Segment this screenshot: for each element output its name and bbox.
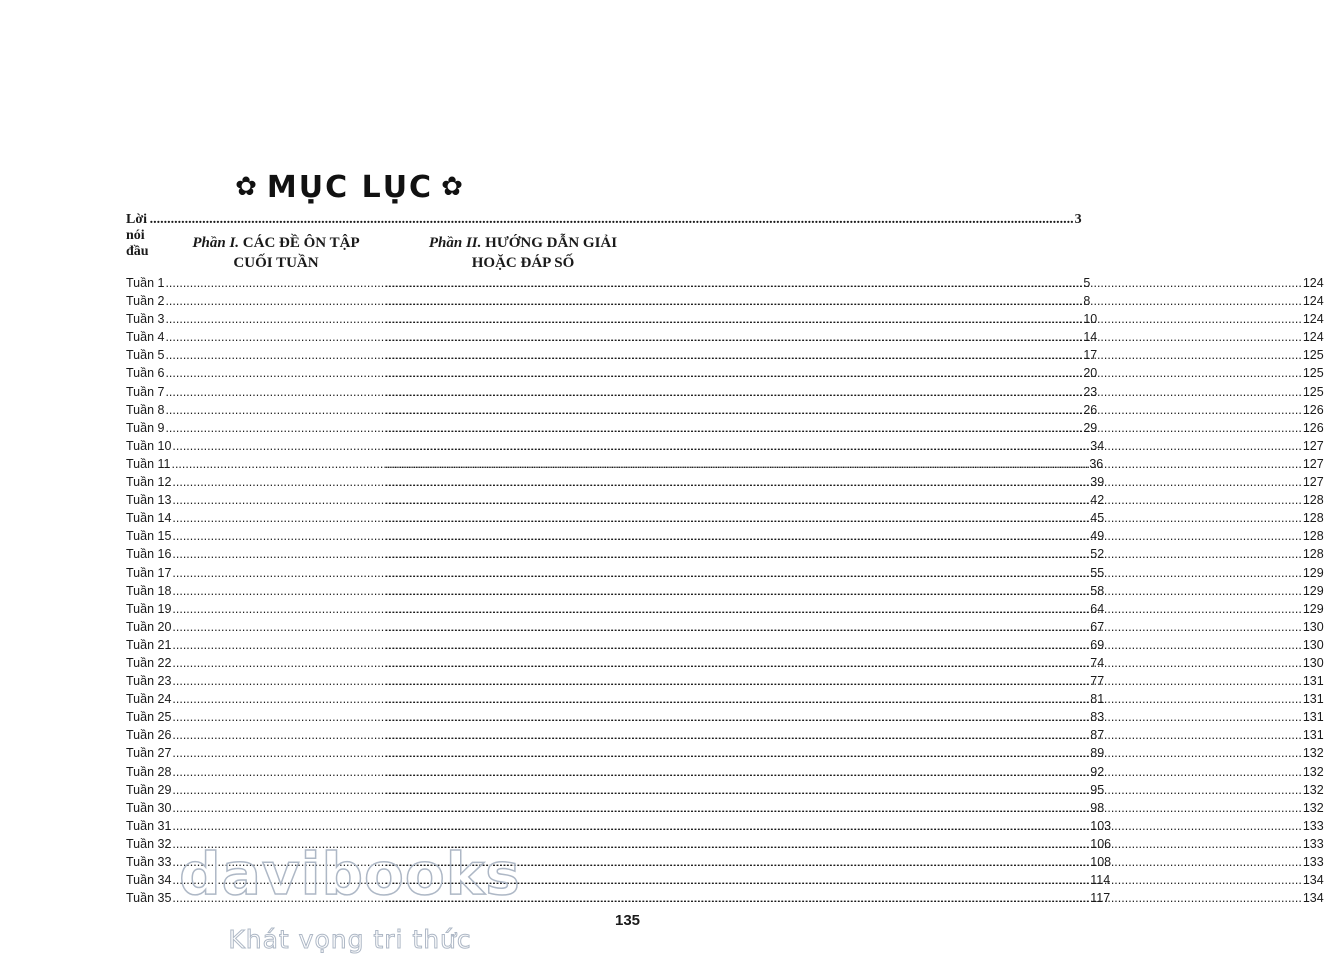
- week-label: Tuần 35: [126, 891, 172, 906]
- part2-page: 132: [1302, 764, 1324, 779]
- part1-entry: [126, 455, 1104, 473]
- toc-row: [126, 636, 1324, 654]
- week-label: Tuần 4: [126, 330, 165, 345]
- part2-entry: [384, 744, 1324, 762]
- week-label: Tuần 14: [126, 511, 172, 526]
- part2-entry: [384, 401, 1324, 419]
- part2-page: 132: [1302, 746, 1324, 761]
- part1-entry: [126, 744, 1105, 762]
- part1-entry: [126, 763, 1105, 781]
- week-label: Tuần 30: [126, 800, 172, 815]
- part1-page: 14: [1083, 330, 1098, 345]
- dot-leader: [385, 473, 1302, 491]
- week-label: Tuần 16: [126, 547, 172, 562]
- part1-heading-line2: CUỐI TUẦN: [233, 255, 319, 271]
- dot-leader: [385, 509, 1302, 527]
- dot-leader: [385, 564, 1302, 582]
- part2-entry: [384, 364, 1324, 382]
- part2-entry: [384, 491, 1324, 509]
- part2-entry: [384, 527, 1324, 545]
- part1-entry: [126, 708, 1105, 726]
- part2-page: 127: [1302, 438, 1324, 453]
- page-number: 135: [615, 912, 641, 929]
- part2-page: 130: [1302, 619, 1324, 634]
- week-label: Tuần 18: [126, 583, 172, 598]
- part1-page: 17: [1083, 348, 1098, 363]
- toc-row: [126, 564, 1324, 582]
- part1-page: 5: [1083, 276, 1091, 290]
- dot-leader: [385, 383, 1302, 401]
- part1-page: 89: [1090, 746, 1105, 761]
- week-label: Tuần 8: [126, 402, 165, 417]
- week-label: Tuần 24: [126, 692, 172, 707]
- toc-row: [126, 437, 1324, 455]
- dot-leader: [385, 654, 1302, 672]
- week-label: Tuần 3: [126, 312, 165, 327]
- week-label: Tuần 22: [126, 655, 172, 670]
- flower-icon: ✿: [441, 172, 465, 202]
- part2-page: 133: [1302, 855, 1324, 869]
- part1-label: Phần I.: [192, 235, 240, 251]
- part1-page: 64: [1090, 601, 1105, 616]
- part1-entry: [126, 527, 1105, 545]
- toc-row: [126, 582, 1324, 600]
- toc-row: [126, 744, 1324, 762]
- toc-row: [126, 690, 1324, 708]
- part2-page: 129: [1302, 565, 1324, 580]
- week-label: Tuần 2: [126, 294, 165, 309]
- week-label: Tuần 15: [126, 529, 172, 544]
- part2-page: 129: [1302, 601, 1324, 616]
- part2-page: 128: [1302, 511, 1324, 526]
- part2-entry: [384, 473, 1324, 491]
- part1-page: 67: [1090, 619, 1105, 634]
- week-label: Tuần 17: [126, 565, 172, 580]
- part2-entry: [384, 726, 1324, 744]
- part1-page: 74: [1090, 655, 1105, 670]
- part2-entry: [384, 618, 1324, 636]
- toc-row: [126, 817, 1324, 835]
- part2-entry: [384, 636, 1324, 654]
- part1-entry: [126, 582, 1105, 600]
- dot-leader: [385, 310, 1302, 328]
- toc-row: [126, 346, 1324, 364]
- part1-entry: [126, 292, 1091, 310]
- part1-entry: [126, 726, 1105, 744]
- part1-page: 69: [1090, 637, 1105, 652]
- dot-leader: [385, 419, 1302, 437]
- week-label: Tuần 5: [126, 348, 165, 363]
- week-label: Tuần 20: [126, 619, 172, 634]
- toc-row: [126, 292, 1324, 310]
- page-title: [0, 170, 700, 205]
- dot-leader: [385, 364, 1302, 382]
- part2-entry: [384, 274, 1324, 292]
- part2-entry: [384, 509, 1324, 527]
- part1-page: 34: [1090, 438, 1105, 453]
- toc-row: [126, 455, 1324, 473]
- dot-leader: [385, 672, 1302, 690]
- week-label: Tuần 10: [126, 438, 172, 453]
- part1-entry: [126, 437, 1105, 455]
- part2-entry: [384, 763, 1324, 781]
- part1-entry: [126, 654, 1105, 672]
- part1-entry: [126, 509, 1105, 527]
- toc-row: [126, 509, 1324, 527]
- part2-page: 124: [1302, 294, 1324, 309]
- week-label: Tuần 34: [126, 873, 172, 888]
- toc-row: [126, 310, 1324, 328]
- dot-leader: [385, 690, 1302, 708]
- toc-row: [126, 527, 1324, 545]
- part1-entry: [126, 799, 1105, 817]
- part2-page: 131: [1302, 728, 1324, 743]
- dot-leader: [385, 781, 1302, 799]
- dot-leader: [385, 491, 1302, 509]
- week-label: Tuần 29: [126, 782, 172, 797]
- part1-entry: [126, 473, 1105, 491]
- part2-entry: [384, 328, 1324, 346]
- dot-leader: [385, 708, 1302, 726]
- week-label: Tuần 21: [126, 637, 172, 652]
- week-label: Tuần 11: [126, 456, 171, 471]
- toc-row: [126, 401, 1324, 419]
- part2-page: 126: [1302, 420, 1324, 435]
- part2-page: 125: [1302, 348, 1324, 363]
- dot-leader: [385, 600, 1302, 618]
- part1-entry: [126, 600, 1105, 618]
- week-label: Tuần 31: [126, 818, 172, 833]
- part2-heading: [400, 233, 646, 273]
- part1-entry: [126, 274, 1091, 292]
- part1-page: 55: [1090, 565, 1105, 580]
- part2-page: 133: [1302, 818, 1324, 833]
- part2-entry: [384, 672, 1324, 690]
- part1-page: 92: [1090, 764, 1105, 779]
- watermark-brand: davibooks: [179, 840, 521, 908]
- part1-heading: [160, 233, 392, 273]
- part1-page: 36: [1089, 456, 1104, 471]
- part2-entry: [384, 545, 1324, 563]
- dot-leader: [385, 726, 1302, 744]
- part2-entry: [384, 600, 1324, 618]
- part2-heading-line1: HƯỚNG DẪN GIẢI: [485, 235, 618, 251]
- dot-leader: [385, 274, 1302, 292]
- dot-leader: [385, 328, 1302, 346]
- part1-page: 114: [1090, 873, 1111, 888]
- part2-page: 134: [1302, 873, 1324, 888]
- part1-entry: [126, 310, 1098, 328]
- part2-entry: [384, 708, 1324, 726]
- part1-entry: [126, 346, 1098, 364]
- part2-entry: [384, 419, 1324, 437]
- week-label: Tuần 25: [126, 710, 172, 725]
- part2-entry: [384, 310, 1324, 328]
- toc-row: [126, 708, 1324, 726]
- part2-page: 132: [1302, 800, 1324, 815]
- part1-page: 23: [1083, 384, 1098, 399]
- part2-page: 129: [1302, 583, 1324, 598]
- part2-entry: [384, 781, 1324, 799]
- part1-entry: [126, 491, 1105, 509]
- part1-page: 45: [1090, 511, 1105, 526]
- toc-row: [126, 781, 1324, 799]
- toc-row: [126, 654, 1324, 672]
- week-label: Tuần 28: [126, 764, 172, 779]
- part2-page: 124: [1302, 312, 1324, 327]
- toc-row: [126, 364, 1324, 382]
- part2-heading-line2: HOẶC ĐÁP SỐ: [471, 255, 575, 271]
- toc-row: [126, 726, 1324, 744]
- part2-page: 125: [1302, 384, 1324, 399]
- toc-row: [126, 799, 1324, 817]
- part2-entry: [384, 654, 1324, 672]
- part1-page: 81: [1090, 692, 1105, 707]
- part1-entry: [126, 817, 1112, 835]
- part1-page: 49: [1090, 529, 1105, 544]
- week-label: Tuần 13: [126, 493, 172, 508]
- dot-leader: [385, 292, 1302, 310]
- week-label: Tuần 33: [126, 855, 172, 869]
- part1-page: 29: [1083, 420, 1098, 435]
- dot-leader: [385, 401, 1302, 419]
- dot-leader: [385, 636, 1302, 654]
- part2-page: 128: [1302, 493, 1324, 508]
- part2-entry: [384, 690, 1324, 708]
- part1-page: 98: [1090, 800, 1105, 815]
- part1-entry: [126, 401, 1098, 419]
- part1-page: 108: [1090, 855, 1112, 869]
- week-label: Tuần 26: [126, 728, 172, 743]
- toc-row: [126, 328, 1324, 346]
- part2-page: 127: [1302, 456, 1324, 471]
- dot-leader: [385, 527, 1302, 545]
- part1-entry: [126, 419, 1098, 437]
- part1-page: 95: [1090, 782, 1105, 797]
- preface-page: 3: [1074, 212, 1082, 227]
- part2-page: 127: [1302, 475, 1324, 490]
- part1-page: 58: [1090, 583, 1105, 598]
- week-label: Tuần 32: [126, 836, 172, 851]
- part1-entry: [126, 564, 1105, 582]
- part2-page: 126: [1302, 402, 1324, 417]
- part2-label: Phần II.: [428, 235, 482, 251]
- part2-page: 131: [1302, 692, 1324, 707]
- toc-row: [126, 491, 1324, 509]
- dot-leader: [385, 744, 1302, 762]
- part2-entry: [384, 564, 1324, 582]
- dot-leader: [150, 212, 1074, 228]
- toc-row: [126, 473, 1324, 491]
- part1-entry: [126, 383, 1098, 401]
- title-text: MỤC LỤC: [266, 170, 434, 205]
- dot-leader: [385, 799, 1302, 817]
- toc-row: [126, 618, 1324, 636]
- part2-entry: [384, 817, 1324, 835]
- part2-page: 128: [1302, 547, 1324, 562]
- part1-page: 26: [1083, 402, 1098, 417]
- part2-page: 133: [1302, 836, 1324, 851]
- part1-entry: [126, 364, 1098, 382]
- part2-entry: [384, 455, 1324, 473]
- part2-entry: [384, 383, 1324, 401]
- week-label: Tuần 19: [126, 601, 172, 616]
- dot-leader: [385, 437, 1302, 455]
- part1-page: 42: [1090, 493, 1105, 508]
- preface-label: Lời nói đầu: [126, 212, 149, 259]
- part1-page: 103: [1090, 818, 1112, 833]
- part1-entry: [126, 690, 1105, 708]
- part2-entry: [384, 292, 1324, 310]
- week-label: Tuần 12: [126, 475, 172, 490]
- part2-page: 134: [1302, 891, 1324, 906]
- part1-page: 8: [1083, 294, 1091, 309]
- part1-entry: [126, 328, 1098, 346]
- toc-row: [126, 545, 1324, 563]
- dot-leader: [385, 817, 1302, 835]
- part2-page: 124: [1302, 330, 1324, 345]
- part2-page: 128: [1302, 529, 1324, 544]
- part1-entry: [126, 618, 1105, 636]
- part1-page: 106: [1090, 836, 1112, 851]
- week-label: Tuần 7: [126, 384, 165, 399]
- dot-leader: [385, 545, 1302, 563]
- part2-entry: [384, 582, 1324, 600]
- watermark-slogan: Khát vọng tri thức: [228, 925, 472, 954]
- part1-entry: [126, 672, 1105, 690]
- dot-leader: [385, 346, 1302, 364]
- part1-page: 20: [1083, 366, 1098, 381]
- week-label: Tuần 6: [126, 366, 165, 381]
- part2-page: 132: [1302, 782, 1324, 797]
- part1-page: 10: [1083, 312, 1098, 327]
- toc-row: [126, 274, 1324, 292]
- part1-entry: [126, 545, 1105, 563]
- part2-page: 125: [1302, 366, 1324, 381]
- dot-leader: [385, 763, 1302, 781]
- toc-row: [126, 600, 1324, 618]
- part1-entry: [126, 781, 1105, 799]
- part1-page: 87: [1090, 728, 1105, 743]
- week-label: Tuần 23: [126, 674, 172, 689]
- part2-entry: [384, 799, 1324, 817]
- part2-page: 131: [1302, 674, 1324, 689]
- part2-entry: [384, 437, 1324, 455]
- week-label: Tuần 1: [126, 276, 165, 290]
- week-label: Tuần 9: [126, 420, 165, 435]
- toc-row: [126, 419, 1324, 437]
- part1-heading-line1: CÁC ĐỀ ÔN TẬP: [242, 235, 360, 251]
- part1-entry: [126, 636, 1105, 654]
- dot-leader: [385, 582, 1302, 600]
- part2-page: 124: [1302, 276, 1324, 290]
- toc-row: [126, 763, 1324, 781]
- part1-page: 39: [1090, 475, 1105, 490]
- week-label: Tuần 27: [126, 746, 172, 761]
- dot-leader: [385, 618, 1302, 636]
- part1-page: 52: [1090, 547, 1105, 562]
- flower-icon: ✿: [235, 172, 259, 202]
- part1-page: 117: [1090, 891, 1111, 906]
- toc-row: [126, 383, 1324, 401]
- part1-page: 77: [1090, 674, 1105, 689]
- toc-list: [126, 274, 1324, 907]
- part2-page: 131: [1302, 710, 1324, 725]
- part2-page: 130: [1302, 655, 1324, 670]
- part1-page: 83: [1090, 710, 1105, 725]
- dot-leader: [385, 455, 1302, 473]
- toc-row: [126, 672, 1324, 690]
- part2-entry: [384, 346, 1324, 364]
- part2-page: 130: [1302, 637, 1324, 652]
